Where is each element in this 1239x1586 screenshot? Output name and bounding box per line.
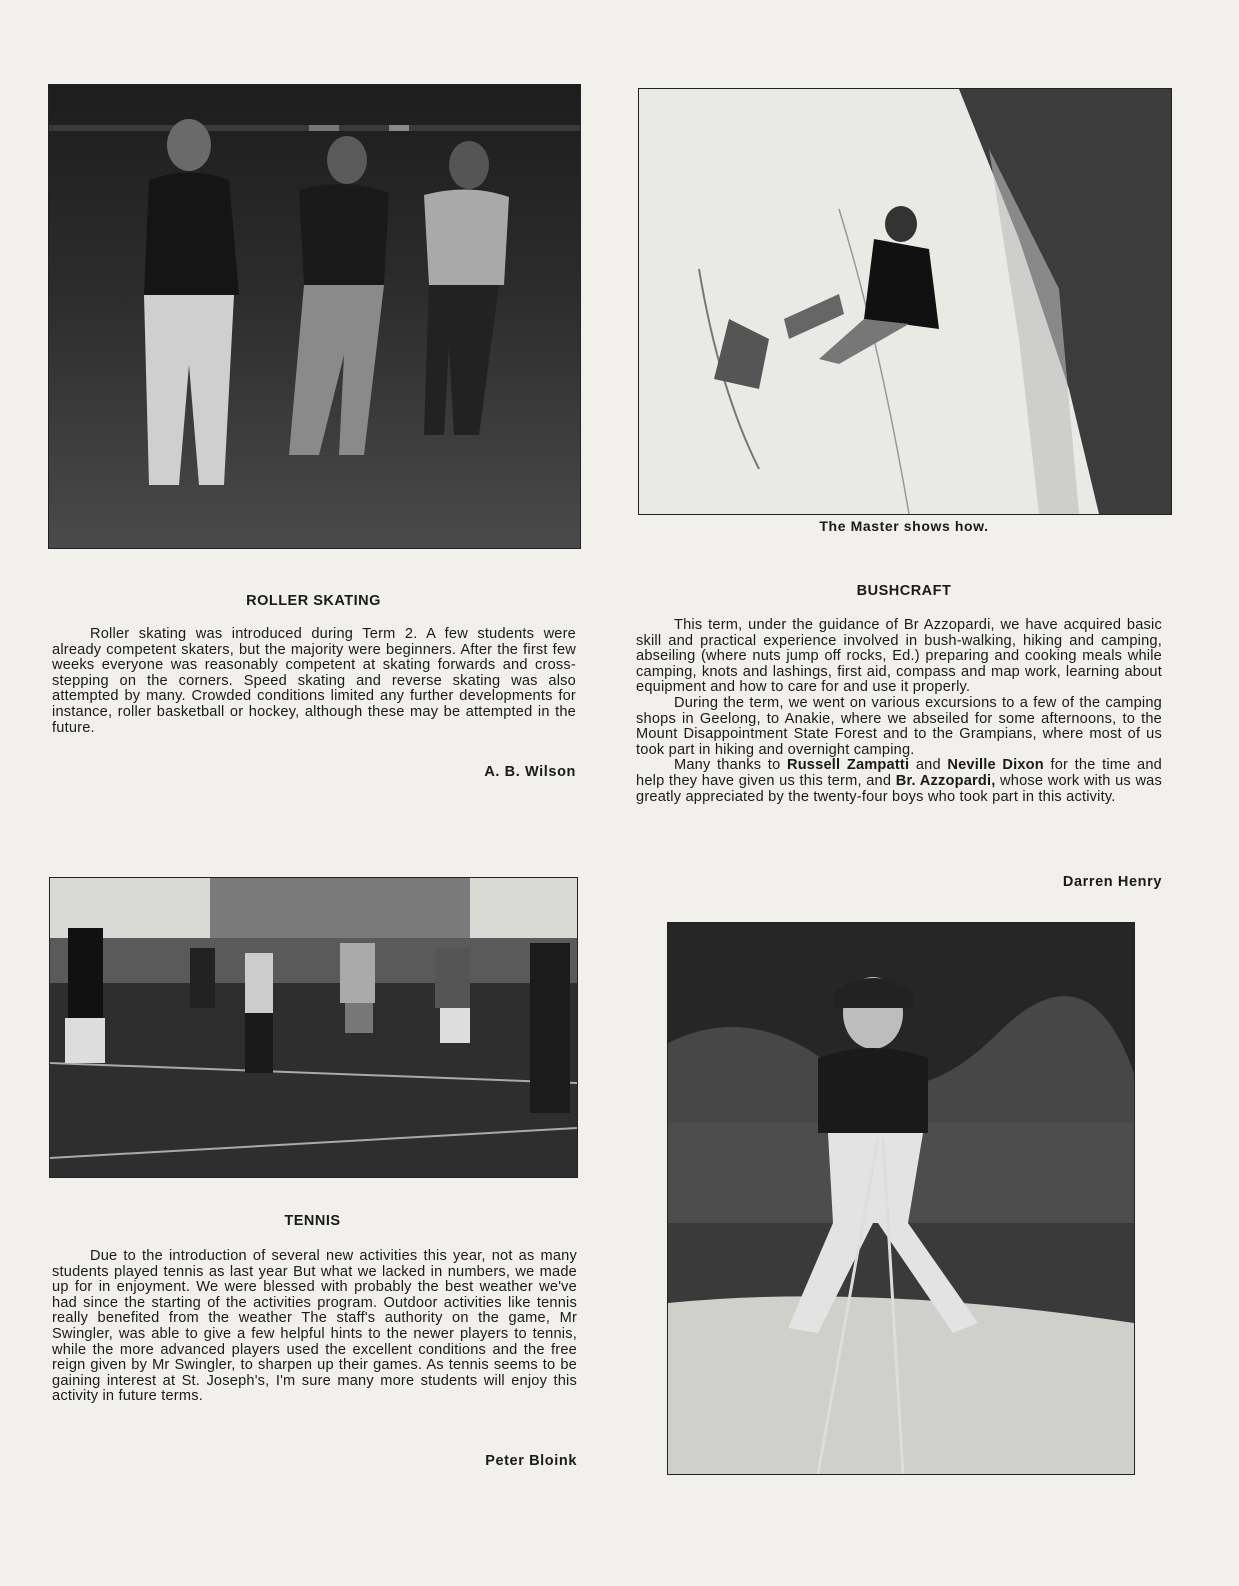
tennis-photo bbox=[49, 877, 578, 1178]
roller-skating-heading: ROLLER SKATING bbox=[246, 593, 381, 609]
tennis-heading: TENNIS bbox=[284, 1213, 341, 1229]
name-neville-dixon: Neville Dixon bbox=[947, 757, 1044, 774]
tennis-text bbox=[52, 1249, 577, 1405]
tennis-paragraph: Due to the introduction of several new activities this year, not as many students played tennis as last year But what we lacked in numbers, we made up for in enjoyment. We were blessed with probably the best weather we've had since the starting of the activities program. Outdoor activities like tennis really benefited from the weather The staff's authority on the game, Mr Swingler, was able to give a few helpful hints to the newer players to tennis, while the more advanced players used the excellent conditions and the free reign given by Mr Swingler, to sharpen up their games. As tennis seems to be gaining interest at St. Joseph's, I'm sure many more students will enjoy this activity in future terms. bbox=[52, 1248, 577, 1405]
roller-skating-author: A. B. Wilson bbox=[484, 764, 576, 780]
roller-skating-text bbox=[52, 627, 576, 736]
bushcraft-paragraph-3: Many thanks to Russell Zampatti and Neville Dixon for the time and help they have given us this term, and Br. Azzopardi, whose work with us was greatly appreciated by the twenty-four boys who took part in this activity. bbox=[636, 757, 1162, 805]
abseiling-caption: The Master shows how. bbox=[819, 518, 989, 534]
abseiling-photo bbox=[638, 88, 1172, 515]
bushcraft-author: Darren Henry bbox=[1062, 874, 1162, 890]
boy-with-rope-photo bbox=[667, 922, 1135, 1475]
bushcraft-paragraph-1: This term, under the guidance of Br Azzopardi, we have acquired basic skill and practical experience involved in bush-walking, hiking and camping, abseiling (where nuts jump off rocks, Ed.) preparing and cooking meals while camping, knots and lashings, first aid, compass and map work, learning about equipment and how to care for and use it properly. bbox=[636, 617, 1162, 696]
roller-skating-paragraph: Roller skating was introduced during Term 2. A few students were already competent skaters, but the majority were beginners. After the first few weeks everyone was reasonably competent at skating forwards and cross-stepping on the corners. Speed skating and reverse skating was also attempted by many. Crowded conditions limited any further developments for instance, roller basketball or hockey, although these may be attempted in the future. bbox=[52, 626, 576, 736]
name-russell-zampatti: Russell Zampatti bbox=[786, 757, 910, 774]
bushcraft-paragraph-2: During the term, we went on various excursions to a few of the camping shops in Geelong, to Anakie, where we abseiled for some afternoons, to the Mount Disappointment State Forest and to the Grampians, where most of us took part in hiking and overnight camping. bbox=[636, 694, 1162, 758]
name-br-azzopardi: Br. Azzopardi, bbox=[895, 772, 996, 789]
bushcraft-text bbox=[636, 618, 1162, 805]
roller-skating-photo bbox=[48, 84, 581, 549]
bushcraft-heading: BUSHCRAFT bbox=[856, 583, 952, 599]
tennis-author: Peter Bloink bbox=[485, 1453, 577, 1469]
